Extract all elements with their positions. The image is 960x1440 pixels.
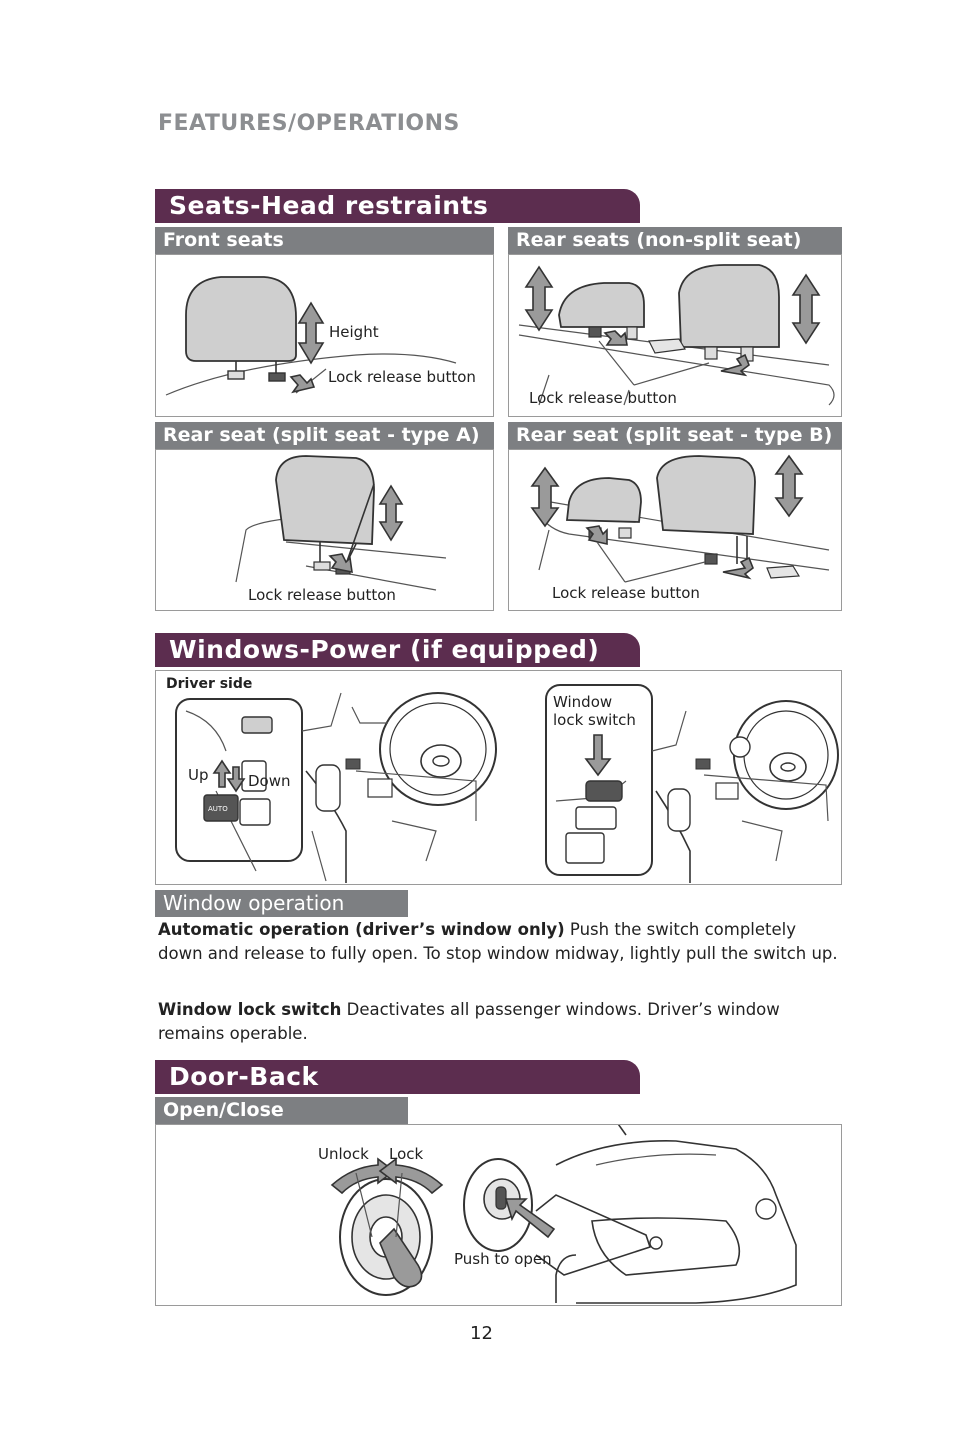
window-lock-switch-label-2: lock switch bbox=[553, 711, 636, 729]
auto-badge: AUTO bbox=[208, 805, 228, 813]
rear-split-a-panel bbox=[155, 449, 494, 611]
front-seats-panel bbox=[155, 254, 494, 417]
door-section-title: Door-Back bbox=[155, 1060, 640, 1094]
rear-nonsplit-panel bbox=[508, 254, 842, 417]
rear-split-a-header: Rear seat (split seat - type A) bbox=[155, 422, 494, 449]
up-label: Up bbox=[188, 766, 209, 784]
windows-panel bbox=[155, 670, 842, 885]
driver-side-label: Driver side bbox=[166, 676, 253, 692]
rear-split-a-lock-release-label: Lock release button bbox=[248, 586, 396, 604]
down-label: Down bbox=[248, 772, 291, 790]
front-headrest-illustration bbox=[156, 255, 495, 418]
window-lock-switch-label-1: Window bbox=[553, 693, 613, 711]
door-illustration bbox=[156, 1125, 843, 1307]
front-height-label: Height bbox=[329, 323, 379, 341]
running-header: FEATURES/OPERATIONS bbox=[158, 111, 460, 136]
rear-split-b-header: Rear seat (split seat - type B) bbox=[508, 422, 842, 449]
rear-nonsplit-header: Rear seats (non-split seat) bbox=[508, 227, 842, 254]
front-lock-release-label: Lock release button bbox=[328, 368, 476, 386]
window-lock-title: Window lock switch bbox=[158, 1000, 342, 1019]
window-lock-text: Deactivates all passenger windows. Driver’s window remains operable. bbox=[158, 1000, 780, 1043]
windows-section-title: Windows-Power (if equipped) bbox=[155, 633, 640, 667]
unlock-label: Unlock bbox=[318, 1145, 369, 1163]
seats-section-title: Seats-Head restraints bbox=[155, 189, 640, 223]
auto-operation-text: Push the switch completely down and release to fully open. To stop window midway, lightly pull the switch up. bbox=[158, 920, 838, 963]
rear-split-b-lock-release-label: Lock release button bbox=[552, 584, 700, 602]
page-number: 12 bbox=[470, 1323, 493, 1344]
door-panel bbox=[155, 1124, 842, 1306]
push-to-open-label: Push to open bbox=[454, 1250, 552, 1268]
rear-split-b-panel bbox=[508, 449, 842, 611]
auto-operation-paragraph bbox=[158, 918, 838, 966]
open-close-header: Open/Close bbox=[155, 1097, 408, 1124]
window-lock-paragraph bbox=[158, 998, 838, 1046]
front-seats-header: Front seats bbox=[155, 227, 494, 254]
window-operation-header: Window operation bbox=[155, 890, 408, 917]
lock-label: Lock bbox=[389, 1145, 424, 1163]
rear-nonsplit-lock-release-label: Lock release button bbox=[529, 389, 677, 407]
auto-operation-title: Automatic operation (driver’s window only) bbox=[158, 920, 565, 939]
